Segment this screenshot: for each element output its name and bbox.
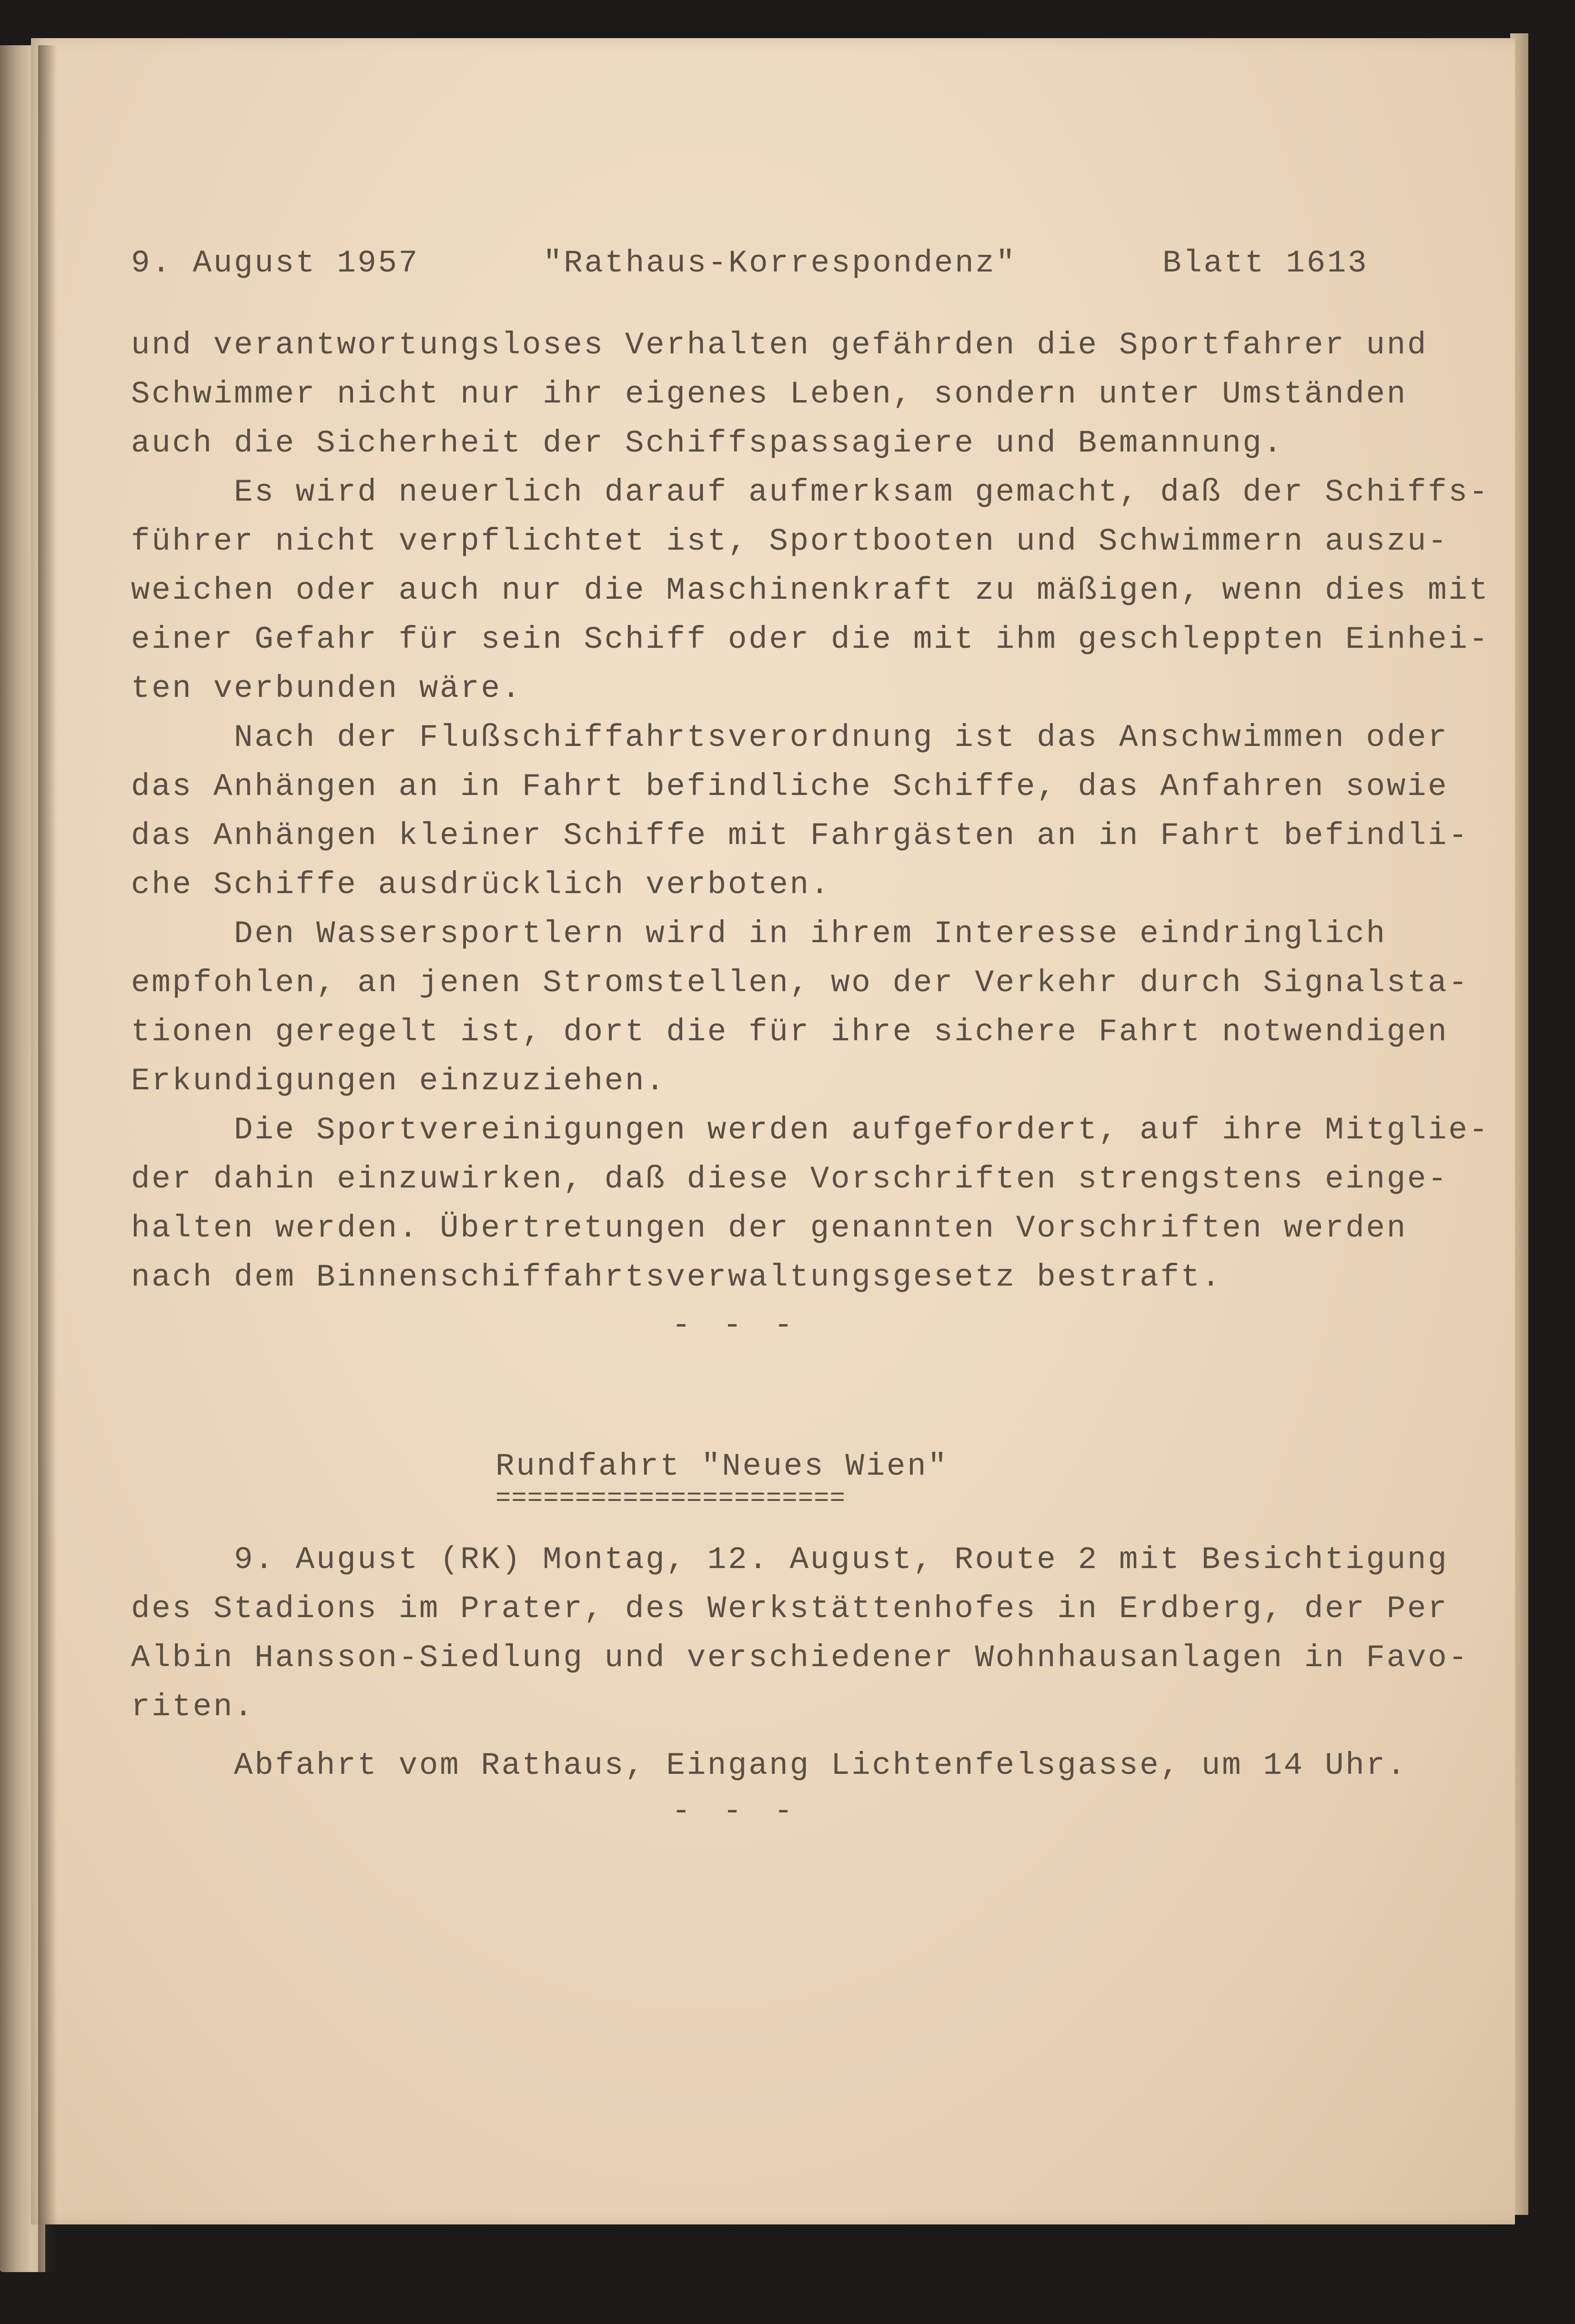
article-2-line: des Stadions im Prater, des Werkstättenhofes in Erdberg, der Per bbox=[131, 1591, 1449, 1627]
article-1-line: Den Wassersportlern wird in ihrem Interesse eindringlich bbox=[131, 916, 1387, 952]
article-2-line: 9. August (RK) Montag, 12. August, Route 2 mit Besichtigung bbox=[131, 1542, 1449, 1578]
article-1-line: das Anhängen kleiner Schiffe mit Fahrgästen an in Fahrt befindli- bbox=[131, 818, 1469, 854]
article-1-line: tionen geregelt ist, dort die für ihre sichere Fahrt notwendigen bbox=[131, 1014, 1449, 1050]
article-1-line: halten werden. Übertretungen der genannten Vorschriften werden bbox=[131, 1210, 1407, 1246]
article-1-line: ten verbunden wäre. bbox=[131, 671, 522, 706]
document-page bbox=[31, 38, 1515, 2224]
gutter-shadow bbox=[38, 45, 57, 2272]
article-1-line: einer Gefahr für sein Schiff oder die mit ihm geschleppten Einhei- bbox=[131, 622, 1490, 657]
article-2-line: Albin Hansson-Siedlung und verschiedener Wohnhausanlagen in Favo- bbox=[131, 1640, 1469, 1676]
article-1-line: führer nicht verpflichtet ist, Sportbooten und Schwimmern auszu- bbox=[131, 523, 1449, 559]
article-2-title-underline: ====================== bbox=[495, 1484, 846, 1513]
header-publication: "Rathaus-Korrespondenz" bbox=[543, 245, 1017, 281]
section-separator: - - - bbox=[672, 1308, 800, 1343]
header-date: 9. August 1957 bbox=[131, 245, 419, 281]
article-1-line: Erkundigungen einzuziehen. bbox=[131, 1063, 666, 1099]
article-1-line: Es wird neuerlich darauf aufmerksam gemacht, daß der Schiffs- bbox=[131, 474, 1490, 510]
article-1-line: Schwimmer nicht nur ihr eigenes Leben, sondern unter Umständen bbox=[131, 376, 1407, 412]
article-1-line: der dahin einzuwirken, daß diese Vorschriften strengstens einge- bbox=[131, 1161, 1449, 1197]
article-1-line: auch die Sicherheit der Schiffspassagiere und Bemannung. bbox=[131, 425, 1284, 461]
article-1-line: und verantwortungsloses Verhalten gefährden die Sportfahrer und bbox=[131, 327, 1428, 363]
article-2-title: Rundfahrt "Neues Wien" bbox=[495, 1449, 949, 1484]
article-1-line: Nach der Flußschiffahrtsverordnung ist das Anschwimmen oder bbox=[131, 720, 1449, 755]
article-1-line: nach dem Binnenschiffahrtsverwaltungsgesetz bestraft. bbox=[131, 1259, 1222, 1295]
article-1-line: weichen oder auch nur die Maschinenkraft zu mäßigen, wenn dies mit bbox=[131, 573, 1490, 608]
header-page-number: Blatt 1613 bbox=[1162, 245, 1369, 281]
article-1-line: Die Sportvereinigungen werden aufgefordert, auf ihre Mitglie- bbox=[131, 1112, 1490, 1148]
article-1-line: empfohlen, an jenen Stromstellen, wo der Verkehr durch Signalsta- bbox=[131, 965, 1469, 1001]
article-2-line: Abfahrt vom Rathaus, Eingang Lichtenfelsgasse, um 14 Uhr. bbox=[131, 1748, 1407, 1783]
article-1-line: che Schiffe ausdrücklich verboten. bbox=[131, 867, 831, 903]
section-separator: - - - bbox=[672, 1793, 800, 1829]
article-1-line: das Anhängen an in Fahrt befindliche Schiffe, das Anfahren sowie bbox=[131, 769, 1449, 805]
article-2-line: riten. bbox=[131, 1689, 255, 1725]
